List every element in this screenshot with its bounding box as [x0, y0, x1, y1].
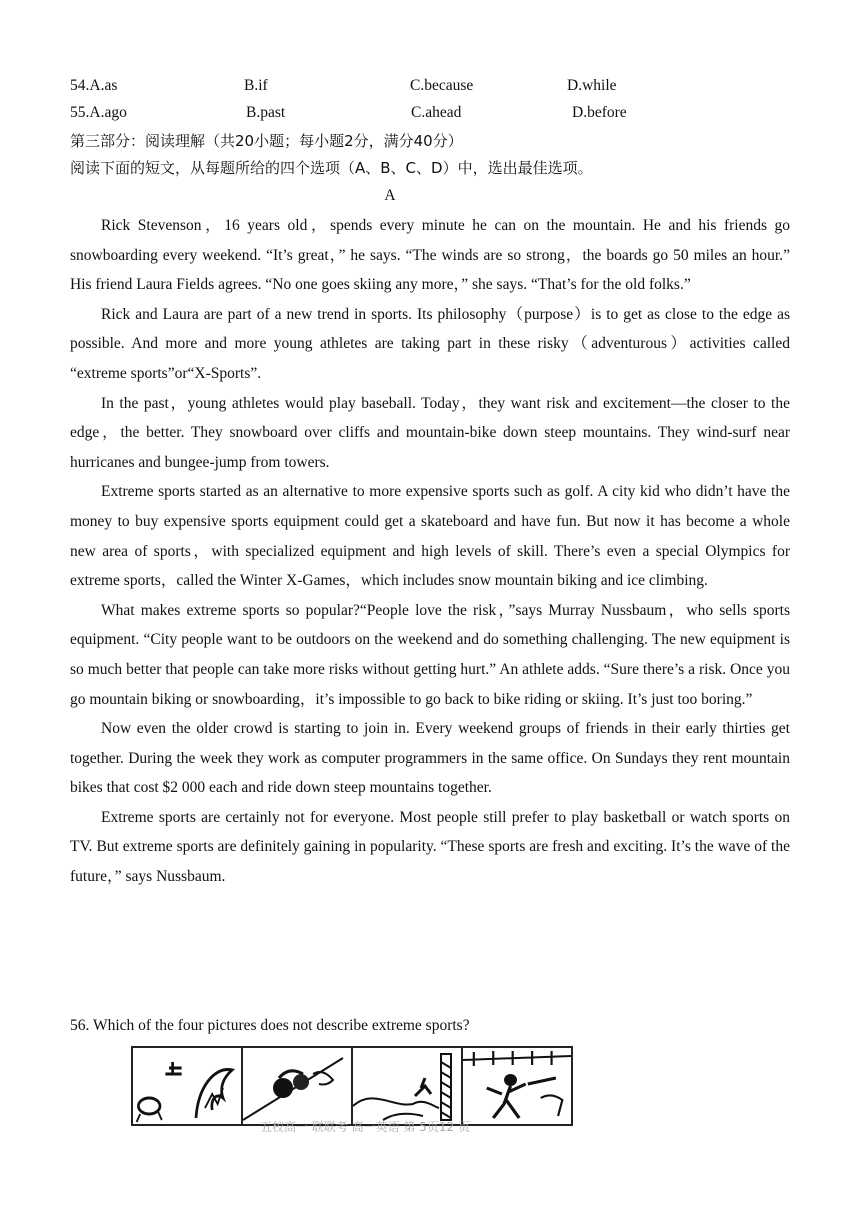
option-c: C.ahead — [411, 104, 462, 121]
option-d: D.while — [567, 77, 617, 94]
section-instruction: 阅读下面的短文，从每题所给的四个选项（A、B、C、D）中，选出最佳选项。 — [70, 159, 593, 177]
picture-1-surfing — [133, 1048, 243, 1124]
paragraph: Extreme sports are certainly not for everyone. Most people still prefer to play basketball or watch sports on TV. But extreme sports are definitely gaining in popularity. “These sports are fresh and exciting. It’s the wave of the future，” says Nussbaum. — [70, 808, 790, 886]
option-d: D.before — [572, 104, 627, 121]
paragraph: In the past，young athletes would play baseball. Today，they want risk and excitement—the closer to the edge，the better. They snowboard over cliffs and mountain-bike down steep mountains. They wind-surf near hurricanes and bungee-jump from towers. — [70, 394, 790, 471]
option-a: 55.A.ago — [70, 104, 127, 121]
paragraph: Extreme sports started as an alternative to more expensive sports such as golf. A city kid who didn’t have the money to buy expensive sports equipment could get a skateboard and have fun. But now it has become a whole new area of sports，with specialized equipment and high levels of skill. There’s even a special Olympics for extreme sports，called the Winter X-Games，which includes snow mountain biking and ice climbing. — [70, 483, 790, 590]
question-56: 56. Which of the four pictures does not describe extreme sports? — [70, 1017, 470, 1034]
option-c: C.because — [410, 77, 474, 94]
picture-4-baseball — [463, 1048, 571, 1124]
question-56-pictures — [131, 1046, 573, 1126]
paragraph: Rick Stevenson，16 years old，spends every minute he can on the mountain. He and his friends go snowboarding every weekend. “It’s great，” he says. “The winds are so strong，the boards go 50 miles an hour.” His friend Laura Fields agrees. “No one goes skiing any more，” she says. “That’s for the old folks.” — [70, 217, 790, 294]
passage-label: A — [384, 187, 396, 204]
option-a: 54.A.as — [70, 77, 118, 94]
paragraph: What makes extreme sports so popular?“People love the risk，”says Murray Nussbaum，who sells sports equipment. “City people want to be outdoors on the weekend and do something challenging. The new equipment is so much better that people can take more risks without getting hurt.” An athlete adds. “Sure there’s a risk. Once you go mountain biking or snowboarding，it’s impossible to go back to bike riding or skiing. It’s just too boring.” — [70, 601, 790, 708]
option-b: B.if — [244, 77, 268, 94]
section-title: 第三部分：阅读理解（共20小题；每小题2分，满分40分） — [70, 132, 463, 150]
picture-3-bungee-jump — [353, 1048, 463, 1124]
option-b: B.past — [246, 104, 286, 121]
page-footer: 五校高一 联联考 高一英语 第 5页12 页 — [260, 1120, 470, 1132]
picture-2-mountain-biking — [243, 1048, 353, 1124]
reading-passage — [70, 211, 790, 892]
paragraph: Now even the older crowd is starting to join in. Every weekend groups of friends in their early thirties get together. During the week they work as computer programmers in the same office. On Sundays they rent mountain bikes that cost $2 000 each and ride down steep mountains together. — [70, 720, 790, 797]
paragraph: Rick and Laura are part of a new trend in sports. Its philosophy（purpose）is to get as close to the edge as possible. And more and more young athletes are taking part in these risky（adventurous）activities called “extreme sports”or“X-Sports”. — [70, 305, 790, 382]
